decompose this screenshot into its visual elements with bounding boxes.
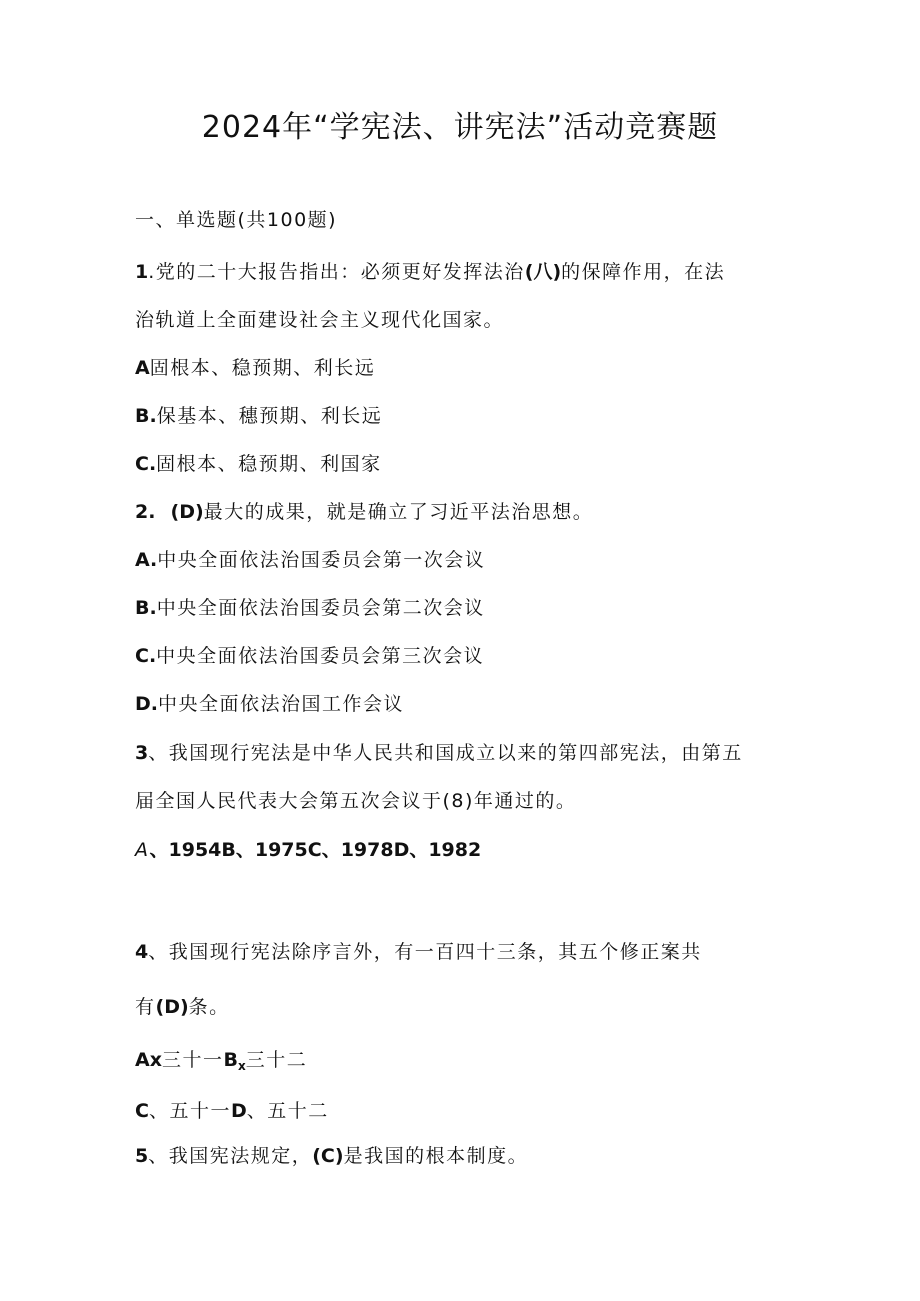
question-4-options-cd (135, 1096, 329, 1126)
option-key: B. (135, 597, 157, 619)
option-key: Ax (135, 1049, 162, 1071)
option-text: 、五十二 (246, 1100, 329, 1122)
option-text: 、1954B、1975C、1978D、1982 (149, 839, 482, 861)
option-key: B (223, 1049, 238, 1071)
option-text: 中央全面依法治国委员会第二次会议 (156, 597, 485, 619)
question-text: 的保障作用，在法 (561, 261, 726, 283)
question-number: 5 (135, 1145, 149, 1167)
question-1-continued: 治轨道上全面建设社会主义现代化国家。 (135, 309, 505, 331)
option-text: 三十二 (245, 1049, 308, 1071)
option-c (135, 641, 484, 671)
question-3-continued: 届全国人民代表大会第五次会议于(8)年通过的。 (135, 790, 577, 812)
question-number: 2. (135, 501, 156, 523)
question-text: 有 (135, 996, 156, 1018)
page-title: 2024年“学宪法、讲宪法”活动竞赛题 (201, 110, 719, 145)
question-text: 最大的成果，就是确立了习近平法治思想。 (203, 501, 594, 523)
question-text: 条。 (188, 996, 230, 1018)
option-key: C (135, 1100, 149, 1122)
option-a (135, 353, 375, 383)
option-key: B. (135, 405, 157, 427)
option-text: 、五十一 (148, 1100, 231, 1122)
question-text: 、我国宪法规定， (148, 1145, 313, 1167)
option-key-subscript: x (237, 1059, 246, 1073)
question-2 (135, 497, 593, 527)
option-text: 三十一 (161, 1049, 224, 1071)
question-4 (135, 937, 702, 967)
question-text: .党的二十大报告指出：必须更好发挥法治 (148, 261, 525, 283)
question-number: 3 (135, 742, 149, 764)
answer-marker: (D) (170, 501, 204, 523)
option-b (135, 593, 485, 623)
option-text: 中央全面依法治国委员会第三次会议 (156, 645, 485, 667)
option-text: 中央全面依法治国工作会议 (158, 693, 405, 715)
question-4-options-ab (135, 1045, 307, 1081)
option-b (135, 401, 382, 431)
option-text: 固根本、稳预期、利长远 (149, 357, 376, 379)
question-4-continued (135, 992, 230, 1022)
question-text: 、我国现行宪法除序言外，有一百四十三条，其五个修正案共 (148, 941, 702, 963)
answer-marker: (D) (155, 996, 189, 1018)
question-number: 1 (135, 261, 149, 283)
question-1 (135, 257, 725, 287)
option-key: A (135, 839, 150, 861)
option-c (135, 449, 382, 479)
option-key: A. (135, 549, 158, 571)
section-heading: 一、单选题(共100题) (135, 209, 338, 231)
option-text: 保基本、穗预期、利长远 (156, 405, 383, 427)
question-3-options (135, 835, 481, 865)
option-key: D (230, 1100, 247, 1122)
option-d (135, 689, 404, 719)
option-key: C. (135, 453, 157, 475)
question-text: 、我国现行宪法是中华人民共和国成立以来的第四部宪法，由第五 (148, 742, 743, 764)
question-number: 4 (135, 941, 149, 963)
option-text: 中央全面依法治国委员会第一次会议 (157, 549, 486, 571)
option-key: A (135, 357, 150, 379)
question-5 (135, 1141, 528, 1171)
answer-marker: (C) (312, 1145, 344, 1167)
question-3 (135, 738, 743, 768)
option-key: C. (135, 645, 157, 667)
answer-marker: (八) (524, 261, 562, 283)
question-text: 是我国的根本制度。 (343, 1145, 529, 1167)
option-text: 固根本、稳预期、利国家 (156, 453, 382, 475)
option-key: D. (135, 693, 158, 715)
option-a (135, 545, 485, 575)
